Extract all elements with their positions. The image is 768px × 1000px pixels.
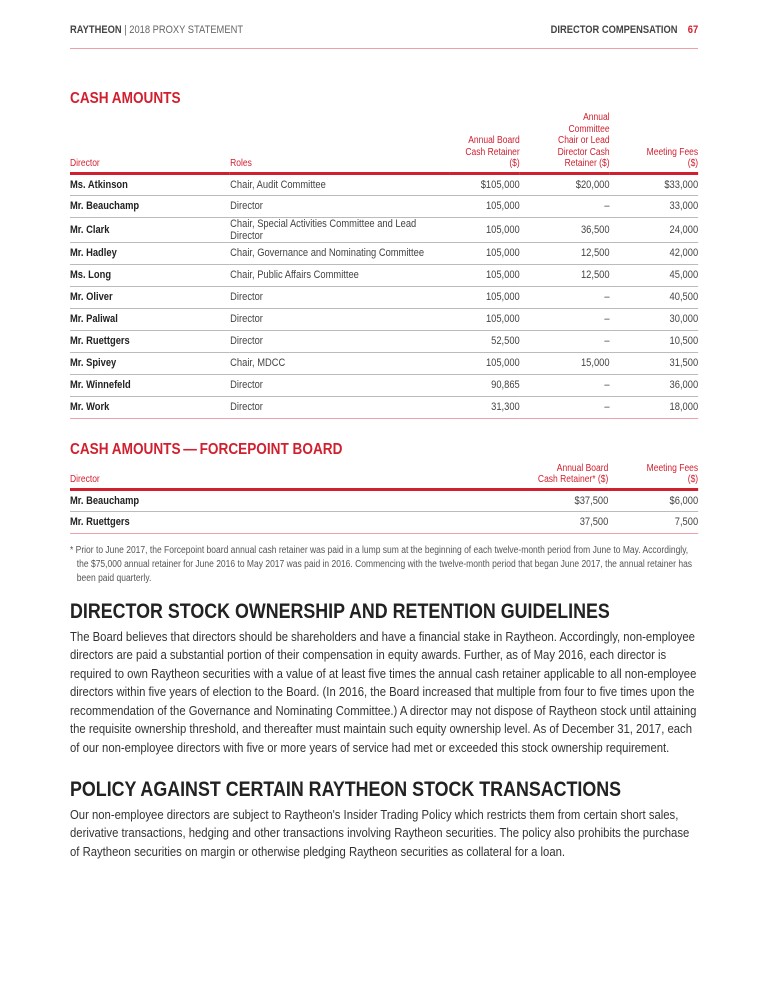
director-name: Mr. Clark: [70, 217, 230, 242]
table-row: [70, 330, 698, 352]
amount-cell: –: [520, 286, 610, 308]
table-row: [70, 264, 698, 286]
column-header: Director: [70, 112, 230, 173]
table-row: [70, 195, 698, 217]
role-cell: Chair, MDCC: [230, 352, 450, 374]
document-title: 2018 PROXY STATEMENT: [129, 24, 244, 36]
table-row: [70, 374, 698, 396]
amount-cell: 40,500: [610, 286, 699, 308]
amount-cell: 36,000: [610, 374, 699, 396]
director-name: Mr. Paliwal: [70, 308, 230, 330]
amount-cell: 18,000: [610, 396, 699, 418]
ownership-paragraph: The Board believes that directors should be shareholders and have a financial stake in Raytheon. Accordingly, non-employee directors are paid a substantial portion of their compensation in equity awards. Further, as of May 2016, each director is required to own Raytheon securities with a value of at least five times the annual cash retainer applicable to all non-employee directors within five years of election to the Board. (In 2016, the Board increased that multiple from four to five times upon the recommendation of the Governance and Nominating Committee.) A director may not dispose of Raytheon stock until attaining the requisite ownership threshold, and thereafter must maintain such equity ownership level. As of December 31, 2017, each of our non-employee directors with five or more years of service had met or exceeded this stock ownership requirement.: [70, 628, 697, 756]
amount-cell: 52,500: [450, 330, 520, 352]
ownership-heading: DIRECTOR STOCK OWNERSHIP AND RETENTION GUIDELINES: [70, 599, 610, 623]
amount-cell: 105,000: [450, 217, 520, 242]
amount-cell: 12,500: [520, 242, 610, 264]
role-cell: Director: [230, 286, 450, 308]
amount-cell: 105,000: [450, 264, 520, 286]
amount-cell: 7,500: [608, 511, 698, 533]
footnote: * Prior to June 2017, the Forcepoint board annual cash retainer was paid in a lump sum at the beginning of each twelve-month period from June to May. Accordingly, the $75,000 annual retainer for June 2016 to May 2017 was paid in 2016. Commencing with the twelve-month period that began June 2017, the annual retainer has been paid quarterly.: [70, 544, 693, 584]
page-header: RAYTHEON | 2018 PROXY STATEMENT DIRECTOR COMPENSATION 67: [70, 0, 698, 49]
cash-amounts-heading: CASH AMOUNTS: [70, 90, 181, 107]
director-name: Mr. Beauchamp: [70, 195, 230, 217]
table-row: [70, 308, 698, 330]
director-name: Mr. Oliver: [70, 286, 230, 308]
table-row: [70, 217, 698, 242]
column-header: Annual Committee Chair or Lead Director Cash Retainer ($): [520, 112, 610, 173]
director-name: Mr. Winnefeld: [70, 374, 230, 396]
role-cell: Director: [230, 330, 450, 352]
page-content: [70, 90, 698, 861]
director-name: Mr. Ruettgers: [70, 330, 230, 352]
amount-cell: $37,500: [520, 489, 608, 511]
director-name: Mr. Spivey: [70, 352, 230, 374]
director-name: Mr. Ruettgers: [70, 511, 520, 533]
column-header: Meeting Fees ($): [608, 463, 698, 490]
amount-cell: 31,500: [610, 352, 699, 374]
column-header: Director: [70, 463, 520, 490]
amount-cell: 105,000: [450, 308, 520, 330]
amount-cell: 45,000: [610, 264, 699, 286]
amount-cell: 42,000: [610, 242, 699, 264]
amount-cell: 37,500: [520, 511, 608, 533]
amount-cell: 30,000: [610, 308, 699, 330]
amount-cell: 10,500: [610, 330, 699, 352]
amount-cell: –: [520, 195, 610, 217]
table-row: [70, 286, 698, 308]
amount-cell: 12,500: [520, 264, 610, 286]
director-name: Ms. Long: [70, 264, 230, 286]
cash-amounts-table: [70, 112, 698, 419]
column-header: Annual Board Cash Retainer* ($): [520, 463, 608, 490]
amount-cell: –: [520, 396, 610, 418]
table-row: [70, 489, 698, 511]
role-cell: Director: [230, 396, 450, 418]
forcepoint-table: [70, 463, 698, 534]
role-cell: Director: [230, 374, 450, 396]
amount-cell: $6,000: [608, 489, 698, 511]
role-cell: Chair, Governance and Nominating Committee: [230, 242, 450, 264]
role-cell: Chair, Audit Committee: [230, 173, 450, 195]
amount-cell: $33,000: [610, 173, 699, 195]
amount-cell: 105,000: [450, 195, 520, 217]
page-number: 67: [687, 24, 699, 36]
amount-cell: –: [520, 374, 610, 396]
role-cell: Director: [230, 195, 450, 217]
amount-cell: –: [520, 308, 610, 330]
director-name: Mr. Beauchamp: [70, 489, 520, 511]
company-name: RAYTHEON: [70, 24, 122, 36]
table-row: [70, 396, 698, 418]
table-row: [70, 173, 698, 195]
table-row: [70, 511, 698, 533]
amount-cell: –: [520, 330, 610, 352]
table-row: [70, 352, 698, 374]
amount-cell: 24,000: [610, 217, 699, 242]
director-name: Ms. Atkinson: [70, 173, 230, 195]
column-header: Annual Board Cash Retainer ($): [450, 112, 520, 173]
director-name: Mr. Hadley: [70, 242, 230, 264]
policy-heading: POLICY AGAINST CERTAIN RAYTHEON STOCK TRANSACTIONS: [70, 777, 622, 801]
role-cell: Chair, Special Activities Committee and Lead Director: [230, 217, 450, 242]
forcepoint-heading: CASH AMOUNTS — FORCEPOINT BOARD: [70, 440, 343, 458]
amount-cell: 36,500: [520, 217, 610, 242]
section-title: DIRECTOR COMPENSATION: [550, 24, 678, 36]
amount-cell: 90,865: [450, 374, 520, 396]
column-header: Roles: [230, 112, 450, 173]
amount-cell: 105,000: [450, 286, 520, 308]
amount-cell: $105,000: [450, 173, 520, 195]
director-name: Mr. Work: [70, 396, 230, 418]
amount-cell: $20,000: [520, 173, 610, 195]
column-header: Meeting Fees ($): [610, 112, 699, 173]
policy-paragraph: Our non-employee directors are subject to Raytheon's Insider Trading Policy which restricts them from certain short sales, derivative transactions, hedging and other transactions involving Raytheon securities. The policy also prohibits the purchase of Raytheon securities on margin or otherwise pledging Raytheon securities as collateral for a loan.: [70, 806, 690, 859]
amount-cell: 31,300: [450, 396, 520, 418]
amount-cell: 33,000: [610, 195, 699, 217]
role-cell: Director: [230, 308, 450, 330]
amount-cell: 105,000: [450, 242, 520, 264]
role-cell: Chair, Public Affairs Committee: [230, 264, 450, 286]
amount-cell: 105,000: [450, 352, 520, 374]
table-row: [70, 242, 698, 264]
amount-cell: 15,000: [520, 352, 610, 374]
